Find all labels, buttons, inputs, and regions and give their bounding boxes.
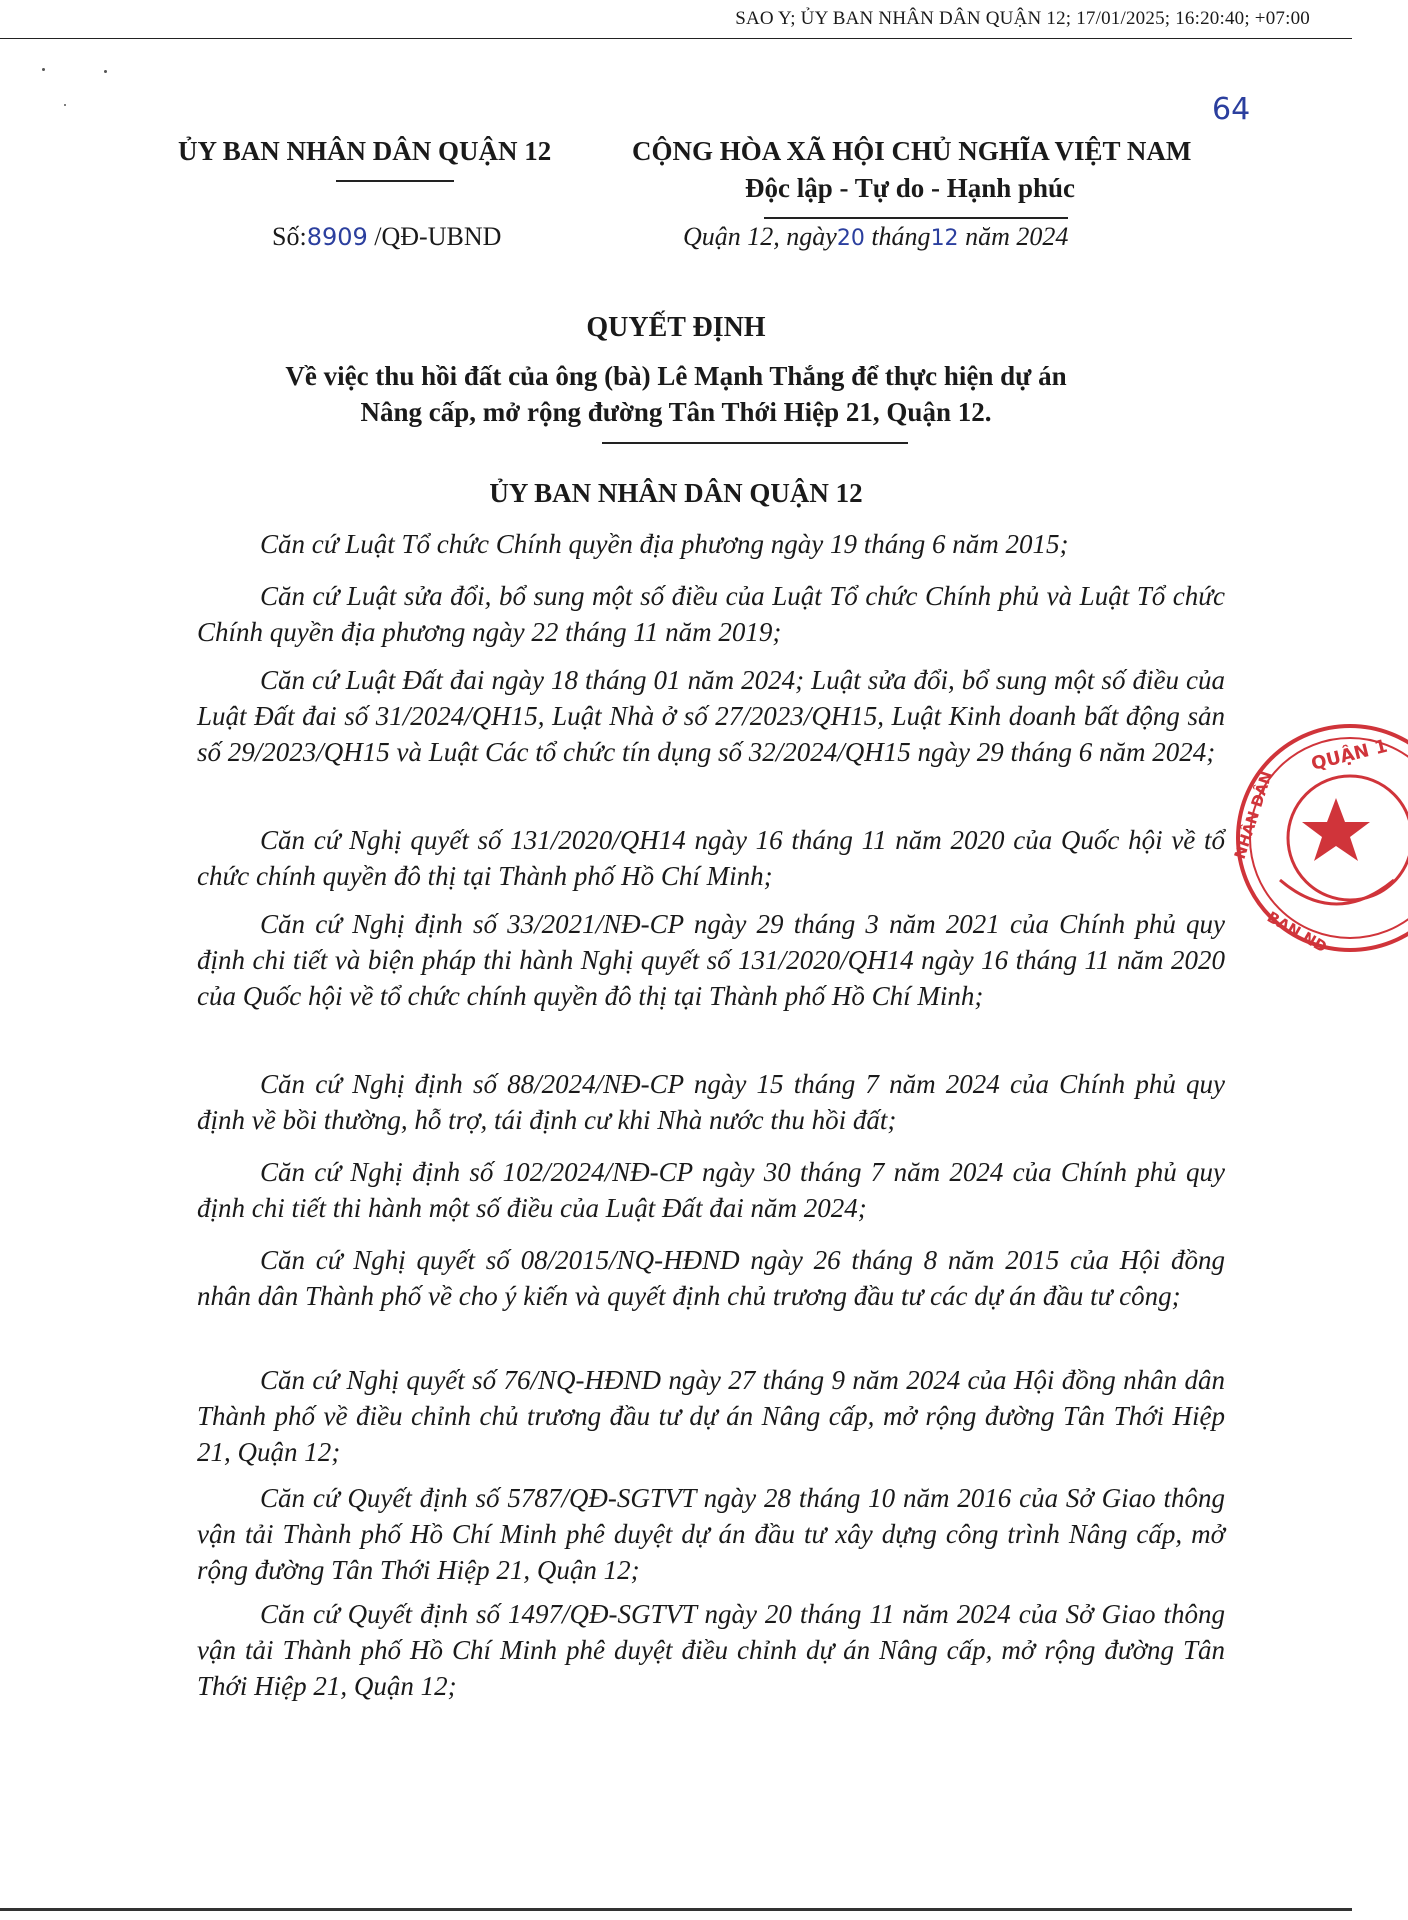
seal-text-left: NHÂN DÂN	[1230, 769, 1276, 862]
top-divider	[0, 38, 1352, 39]
legal-basis-item: Căn cứ Quyết định số 1497/QĐ-SGTVT ngày 20 tháng 11 năm 2024 của Sở Giao thông vận tải Thành phố Hồ Chí Minh phê duyệt điều chỉnh dự án Nâng cấp, mở rộng đường Tân Thới Hiệp 21, Quận 12;	[197, 1599, 1225, 1701]
legal-basis-item: Căn cứ Luật sửa đổi, bổ sung một số điều của Luật Tổ chức Chính phủ và Luật Tổ chức Chính quyền địa phương ngày 22 tháng 11 năm 2019;	[197, 581, 1225, 647]
issuing-authority-heading: ỦY BAN NHÂN DÂN QUẬN 12	[489, 478, 863, 508]
scan-speck	[42, 68, 45, 71]
legal-basis-item: Căn cứ Nghị quyết số 131/2020/QH14 ngày 16 tháng 11 năm 2020 của Quốc hội về tổ chức chính quyền đô thị tại Thành phố Hồ Chí Minh;	[197, 825, 1225, 891]
subject-underline	[602, 442, 908, 444]
legal-basis-item: Căn cứ Nghị quyết số 76/NQ-HĐND ngày 27 tháng 9 năm 2024 của Hội đồng nhân dân Thành phố về điều chỉnh chủ trương đầu tư dự án Nâng cấp, mở rộng đường Tân Thới Hiệp 21, Quận 12;	[197, 1365, 1225, 1467]
month-handwritten: 12	[930, 226, 959, 251]
day-handwritten: 20	[836, 226, 865, 251]
place-and-date	[683, 222, 1068, 252]
document-number	[272, 222, 501, 252]
doc-number-prefix: Số:	[272, 222, 307, 251]
subject-line: Nâng cấp, mở rộng đường Tân Thới Hiệp 21, Quận 12.	[360, 397, 992, 427]
legal-basis-item: Căn cứ Quyết định số 5787/QĐ-SGTVT ngày 28 tháng 10 năm 2016 của Sở Giao thông vận tải Thành phố Hồ Chí Minh phê duyệt dự án đầu tư xây dựng công trình Nâng cấp, mở rộng đường Tân Thới Hiệp 21, Quận 12;	[197, 1483, 1225, 1585]
national-title: CỘNG HÒA XÃ HỘI CHỦ NGHĨA VIỆT NAM	[632, 136, 1192, 166]
issuing-agency: ỦY BAN NHÂN DÂN QUẬN 12	[178, 136, 552, 166]
scan-speck	[104, 70, 107, 73]
place-prefix: Quận 12, ngày	[683, 222, 837, 251]
month-prefix: tháng	[871, 222, 931, 251]
handwritten-page-number: 64	[1212, 92, 1251, 127]
subject-line: Về việc thu hồi đất của ông (bà) Lê Mạnh Thắng để thực hiện dự án	[285, 361, 1067, 391]
doc-number-suffix: /QĐ-UBND	[374, 222, 502, 251]
document-subject	[0, 358, 1352, 430]
legal-basis-item: Căn cứ Nghị định số 33/2021/NĐ-CP ngày 29 tháng 3 năm 2021 của Chính phủ quy định chi tiết và biện pháp thi hành Nghị quyết số 131/2020/QH14 ngày 16 tháng 11 năm 2020 của Quốc hội về tổ chức chính quyền đô thị tại Thành phố Hồ Chí Minh;	[197, 909, 1225, 1011]
legal-basis-item: Căn cứ Nghị định số 88/2024/NĐ-CP ngày 15 tháng 7 năm 2024 của Chính phủ quy định về bồi thường, hỗ trợ, tái định cư khi Nhà nước thu hồi đất;	[197, 1069, 1225, 1135]
doc-number-handwritten: 8909	[306, 223, 368, 251]
agency-underline	[336, 180, 454, 182]
seal-text-top: QUẬN 1	[1309, 735, 1390, 775]
document-header	[0, 130, 1352, 260]
scan-speck	[64, 104, 66, 106]
motto-underline	[764, 217, 1068, 219]
digital-copy-stamp: SAO Y; ỦY BAN NHÂN DÂN QUẬN 12; 17/01/2025; 16:20:40; +07:00	[735, 8, 1310, 29]
legal-basis-item: Căn cứ Luật Đất đai ngày 18 tháng 01 năm 2024; Luật sửa đổi, bổ sung một số điều của Luật Đất đai số 31/2024/QH15, Luật Nhà ở số 27/2023/QH15, Luật Kinh doanh bất động sản số 29/2023/QH15 và Luật Các tổ chức tín dụng số 32/2024/QH15 ngày 29 tháng 6 năm 2024;	[197, 665, 1225, 767]
legal-basis-item: Căn cứ Nghị định số 102/2024/NĐ-CP ngày 30 tháng 7 năm 2024 của Chính phủ quy định chi tiết thi hành một số điều của Luật Đất đai năm 2024;	[197, 1157, 1225, 1223]
bottom-divider	[0, 1908, 1352, 1911]
national-motto: Độc lập - Tự do - Hạnh phúc	[745, 173, 1076, 203]
year-text: năm 2024	[965, 222, 1069, 251]
legal-basis-item: Căn cứ Luật Tổ chức Chính quyền địa phương ngày 19 tháng 6 năm 2015;	[260, 529, 1069, 559]
legal-basis-item: Căn cứ Nghị quyết số 08/2015/NQ-HĐND ngày 26 tháng 8 năm 2015 của Hội đồng nhân dân Thành phố về cho ý kiến và quyết định chủ trương đầu tư các dự án đầu tư công;	[197, 1245, 1225, 1311]
seal-text-bottom: BAN ND	[1264, 907, 1331, 957]
official-seal	[1218, 735, 1408, 980]
document-title: QUYẾT ĐỊNH	[586, 312, 766, 343]
